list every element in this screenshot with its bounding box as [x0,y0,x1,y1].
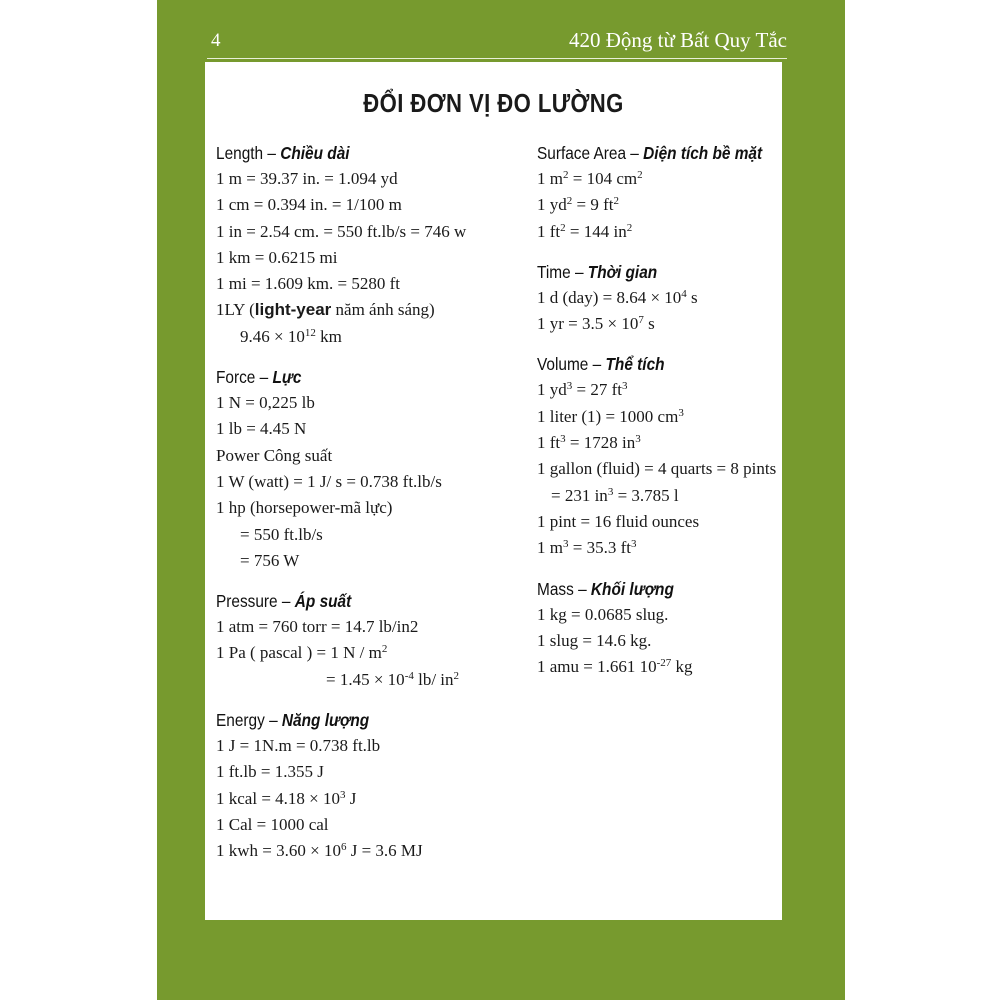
heading-en: Energy [216,710,265,731]
conversion-line [537,404,782,430]
ly-value: 9.46 × 10 [240,326,305,346]
conversion-line: 1 kg = 0.0685 slug. [537,604,669,624]
value: 1 d (day) = 8.64 × 10 [537,287,682,307]
heading-vi: Lực [272,367,302,388]
conversion-line: 1 slug = 14.6 kg. [537,630,652,650]
ly-bold: light-year [254,300,332,320]
value: 1 Pa ( pascal ) = 1 N / m [216,643,382,663]
ly-prefix: 1LY ( [216,300,255,320]
exponent: 3 [678,406,684,419]
section-energy [216,707,526,864]
value: 1 yd [537,380,567,400]
section-heading: Pressure – Áp suất [216,591,352,612]
conversion-line [537,430,782,456]
value: = 9 ft [572,195,614,215]
exponent: -4 [404,669,414,682]
exponent: 3 [566,380,573,393]
heading-en: Surface Area [537,143,627,163]
conversion-line: 1 m = 39.37 in. = 1.094 yd [216,169,398,188]
conversion-line [216,324,526,350]
conversion-line [216,667,526,693]
conversion-line [216,640,526,666]
exponent: 3 [562,538,569,551]
unit: J [345,788,357,808]
unit: km [315,326,342,346]
conversion-line [537,377,782,403]
section-length [216,140,526,350]
exponent: 3 [340,788,346,801]
conversion-line [216,838,526,864]
heading-vi: Khối lượng [590,578,674,599]
conversion-line [537,192,782,218]
conversion-line: Power Công suất [216,445,333,465]
section-heading: Time – Thời gian [537,261,658,282]
exponent: 2 [626,221,633,234]
unit: kg [671,657,693,677]
value: 1 liter (1) = 1000 cm [537,406,679,426]
value: 1 ft [537,433,561,453]
section-heading: Volume – Thể tích [537,354,665,375]
heading-vi: Chiều dài [280,143,350,163]
exponent: 2 [381,643,388,656]
heading-en: Time [537,261,571,282]
exponent: 4 [681,287,687,300]
conversion-line [537,535,782,561]
heading-en: Pressure [216,591,278,612]
section-heading: Force – Lực [216,367,302,388]
value: = 1728 in [565,433,636,453]
page-number: 4 [211,30,221,51]
running-title: 420 Động từ Bất Quy Tắc [568,28,787,52]
section-pressure [216,588,526,693]
right-column [537,140,782,694]
section-mass [537,576,782,681]
conversion-line: 1 in = 2.54 cm. = 550 ft.lb/s = 746 w [216,221,467,241]
exponent: -27 [656,657,672,670]
exponent: 2 [613,195,619,208]
conversion-line [537,219,782,245]
page-header [157,0,845,60]
heading-vi: Áp suất [294,591,352,612]
value: = 3.785 l [613,485,679,505]
conversion-line [537,483,782,509]
value: 1 ft [537,221,561,241]
conversion-line: 1 ft.lb = 1.355 J [216,762,324,782]
section-heading: Surface Area – Diện tích bề mặt [537,143,763,163]
conversion-line: 1 pint = 16 fluid ounces [537,511,700,531]
value: = 27 ft [572,380,622,400]
value: = 231 in [551,485,608,505]
conversion-line: 1 Cal = 1000 cal [216,814,329,834]
conversion-line: 1 gallon (fluid) = 4 quarts = 8 pints [537,459,777,479]
exponent: 2 [566,195,573,208]
value: 1 amu = 1.661 10 [537,657,657,677]
conversion-line: 1 mi = 1.609 km. = 5280 ft [216,274,400,294]
heading-vi: Năng lượng [281,710,370,731]
section-force [216,364,526,574]
exponent: 7 [638,314,644,327]
exponent: 3 [560,433,566,446]
conversion-line [216,297,526,323]
unit: lb/ in [413,669,454,689]
exponent: 3 [630,538,637,551]
value: 1 kwh = 3.60 × 10 [216,841,341,861]
value: = 1.45 × 10 [326,669,405,689]
exponent: 2 [453,669,460,682]
unit: J = 3.6 MJ [346,841,423,861]
conversion-line [537,311,782,337]
content-panel [205,62,782,920]
conversion-line: 1 km = 0.6215 mi [216,247,338,267]
conversion-line: 1 cm = 0.394 in. = 1/100 m [216,195,402,215]
exponent: 3 [621,380,628,393]
conversion-line: 1 J = 1N.m = 0.738 ft.lb [216,736,381,756]
section-heading: Length – Chiều dài [216,143,350,163]
section-heading: Energy – Năng lượng [216,710,370,731]
value: 1 m [537,538,563,558]
heading-en: Length [216,143,264,163]
conversion-line [216,786,526,812]
conversion-line: = 756 W [240,550,300,570]
section-time [537,259,782,338]
exponent: 3 [607,485,614,498]
value: 1 m [537,169,563,188]
value: 1 yr = 3.5 × 10 [537,314,639,334]
heading-vi: Diện tích bề mặt [643,143,763,163]
heading-en: Volume [537,354,589,375]
value: 1 kcal = 4.18 × 10 [216,788,340,808]
value: = 144 in [565,221,627,241]
ly-suffix: năm ánh sáng) [331,300,435,320]
unit: s [686,287,698,307]
conversion-line [537,285,782,311]
exponent: 3 [635,433,641,446]
value: = 104 cm [568,169,638,188]
conversion-line: 1 N = 0,225 lb [216,393,315,413]
conversion-line: = 550 ft.lb/s [240,524,323,544]
exponent: 2 [637,169,643,181]
conversion-line: 1 atm = 760 torr = 14.7 lb/in2 [216,617,419,637]
conversion-line: 1 lb = 4.45 N [216,419,307,439]
section-surface-area [537,140,782,245]
exponent: 2 [562,169,569,181]
exponent: 2 [560,221,566,234]
conversion-line [537,166,782,192]
heading-en: Mass [537,578,574,599]
section-heading: Mass – Khối lượng [537,578,674,599]
heading-vi: Thể tích [605,354,665,375]
unit: s [643,314,655,334]
page-title: ĐỔI ĐƠN VỊ ĐO LƯỜNG [363,88,624,118]
conversion-line [537,654,782,680]
heading-en: Force [216,367,256,388]
value: 1 yd [537,195,567,215]
left-column [216,140,526,879]
exponent: 6 [340,841,347,854]
header-rule [207,58,787,59]
section-volume [537,351,782,561]
heading-vi: Thời gian [587,261,658,282]
conversion-line: 1 hp (horsepower-mã lực) [216,498,393,518]
value: = 35.3 ft [568,538,631,558]
exponent: 12 [304,326,316,339]
conversion-line: 1 W (watt) = 1 J/ s = 0.738 ft.lb/s [216,471,442,491]
